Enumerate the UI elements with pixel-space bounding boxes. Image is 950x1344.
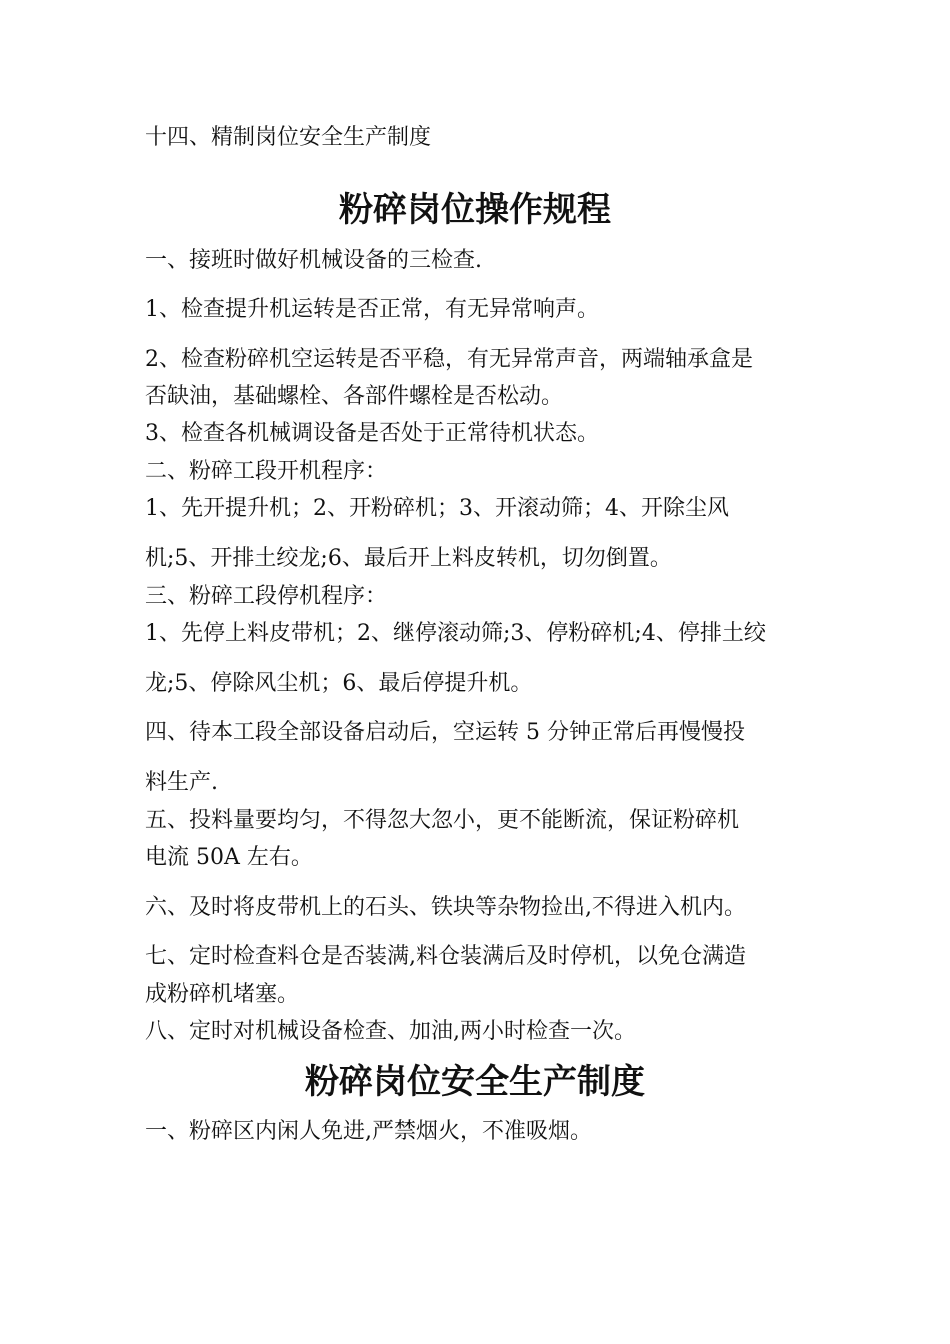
- section-title-crushing-procedure: 粉碎岗位操作规程: [339, 190, 611, 230]
- paragraph-line: 2、检查粉碎机空运转是否平稳，有无异常声音，两端轴承盒是: [145, 347, 753, 372]
- paragraph-line: 3、检查各机械调设备是否处于正常待机状态。: [145, 421, 599, 446]
- paragraph-line: 电流 50A 左右。: [145, 845, 313, 870]
- paragraph-line: 料生产.: [145, 770, 218, 795]
- paragraph-line: 龙;5、停除风尘机；6、最后停提升机。: [145, 671, 533, 696]
- paragraph-line: 四、待本工段全部设备启动后，空运转 5 分钟正常后再慢慢投: [145, 720, 745, 745]
- paragraph-line: 1、先停上料皮带机；2、继停滚动筛;3、停粉碎机;4、停排土绞: [145, 621, 766, 646]
- paragraph-line: 1、检查提升机运转是否正常，有无异常响声。: [145, 297, 599, 322]
- paragraph-line: 机;5、开排土绞龙;6、最后开上料皮转机，切勿倒置。: [145, 546, 672, 571]
- paragraph-line: 六、及时将皮带机上的石头、铁块等杂物捡出,不得进入机内。: [145, 895, 746, 920]
- paragraph-line: 一、接班时做好机械设备的三检查.: [145, 248, 482, 273]
- paragraph-line: 一、粉碎区内闲人免进,严禁烟火，不准吸烟。: [145, 1119, 592, 1144]
- section-title-crushing-safety: 粉碎岗位安全生产制度: [305, 1062, 645, 1102]
- paragraph-line: 五、投料量要均匀，不得忽大忽小，更不能断流，保证粉碎机: [145, 808, 740, 833]
- paragraph-line: 八、定时对机械设备检查、加油,两小时检查一次。: [145, 1019, 636, 1044]
- paragraph-line: 否缺油，基础螺栓、各部件螺栓是否松动。: [145, 384, 564, 409]
- paragraph-line: 三、粉碎工段停机程序：: [145, 584, 388, 609]
- paragraph-line: 1、先开提升机；2、开粉碎机；3、开滚动筛；4、开除尘风: [145, 496, 729, 521]
- paragraph-line: 七、定时检查料仓是否装满,料仓装满后及时停机，以免仓满造: [145, 944, 746, 969]
- toc-item: 十四、精制岗位安全生产制度: [145, 125, 432, 150]
- paragraph-line: 成粉碎机堵塞。: [145, 982, 300, 1007]
- paragraph-line: 二、粉碎工段开机程序：: [145, 459, 388, 484]
